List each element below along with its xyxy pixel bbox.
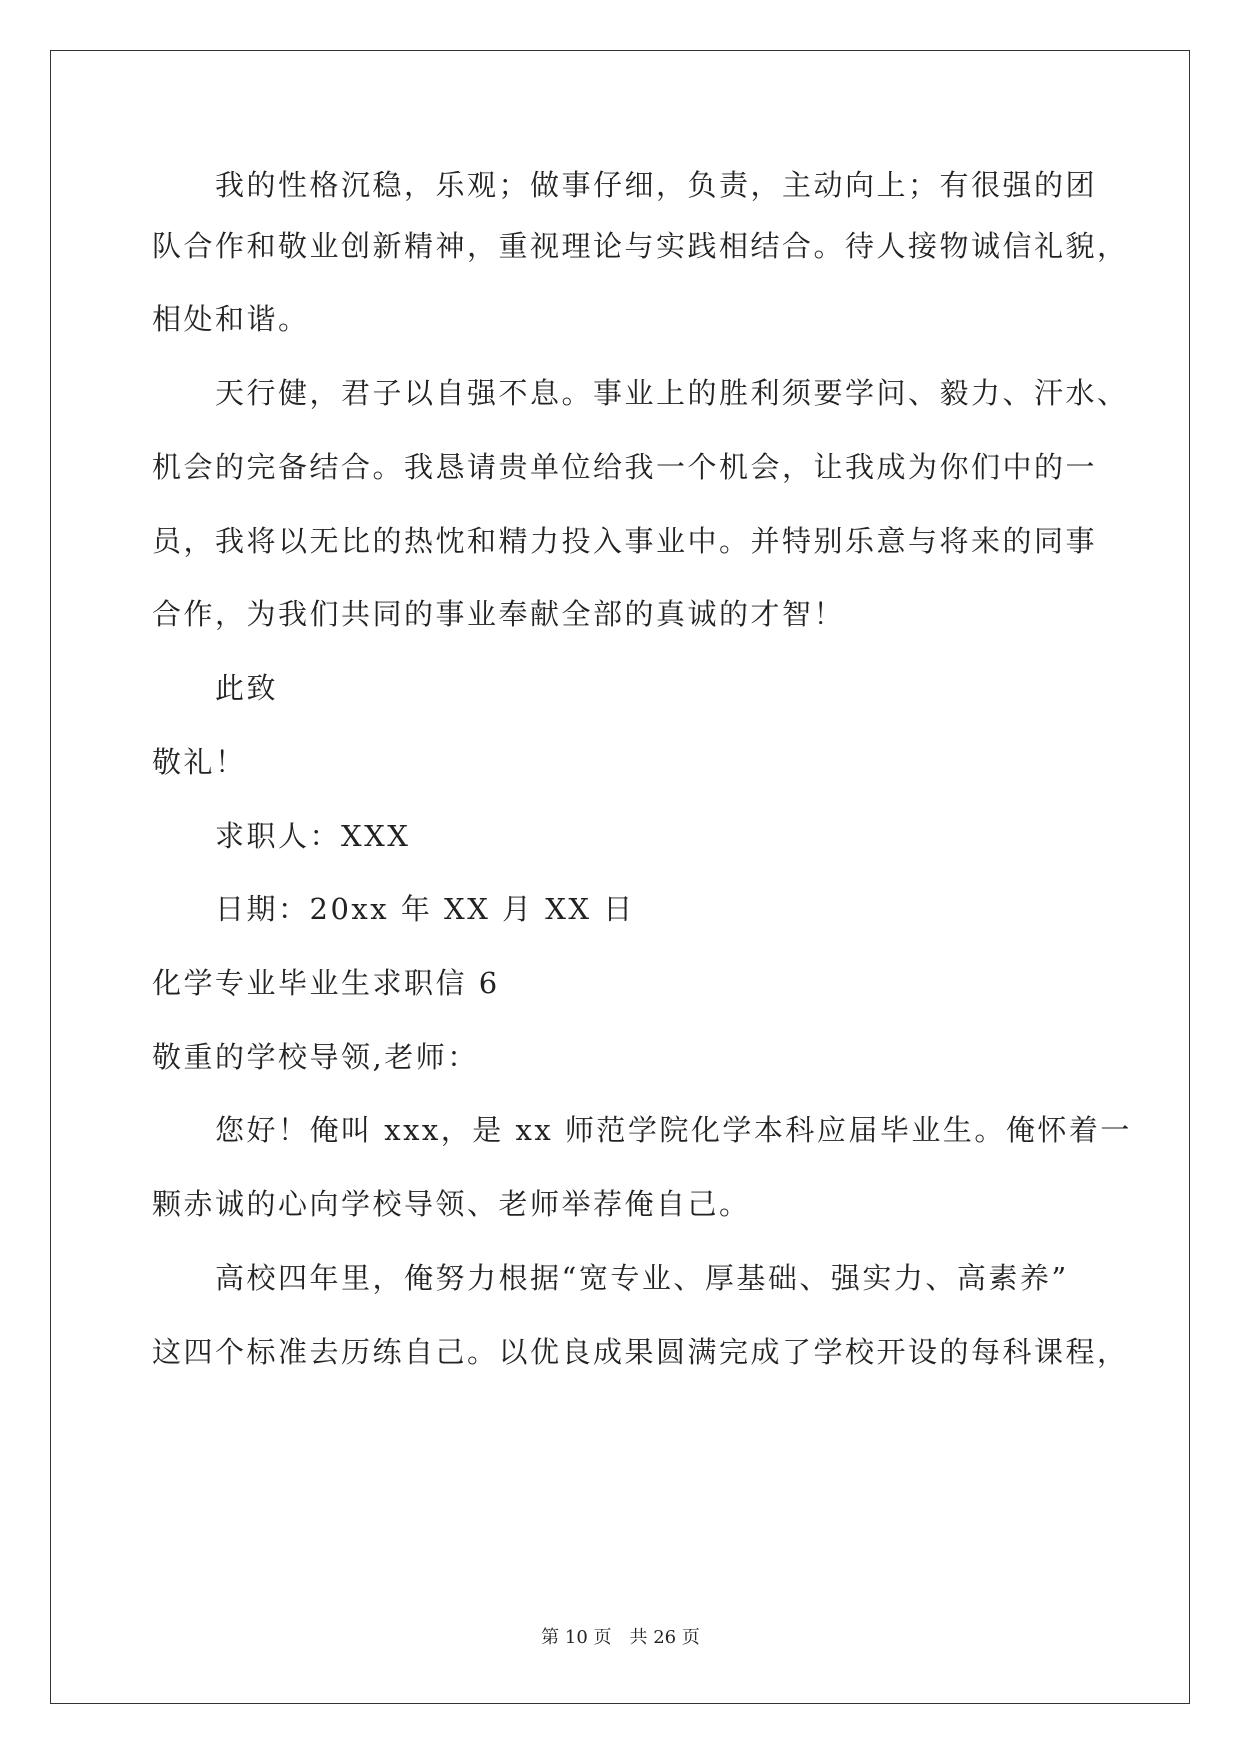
text-line: 颗赤诚的心向学校导领、老师举荐俺自己。 [152,1187,751,1221]
salutation-closing: 此致 [215,671,279,705]
salutation-respect: 敬礼！ [152,745,247,779]
text-line: 高校四年里，俺努力根据“宽专业、厚基础、强实力、高素养” [215,1261,1069,1295]
page-border [50,50,1190,1704]
text-line: 相处和谐。 [152,302,310,336]
greeting: 敬重的学校导领,老师： [152,1040,479,1074]
text-line: 您好！俺叫 xxx，是 xx 师范学院化学本科应届毕业生。俺怀着一 [215,1113,1132,1147]
text-line: 队合作和敬业创新精神，重视理论与实践相结合。待人接物诚信礼貌， [152,229,1129,263]
applicant-name: 求职人：XXX [215,819,411,853]
text-line: 员，我将以无比的热忱和精力投入事业中。并特别乐意与将来的同事 [152,524,1098,558]
text-line: 我的性格沉稳，乐观；做事仔细，负责，主动向上；有很强的团 [215,168,1098,202]
text-line: 机会的完备结合。我恳请贵单位给我一个机会，让我成为你们中的一 [152,450,1098,484]
text-line: 这四个标准去历练自己。以优良成果圆满完成了学校开设的每科课程， [152,1335,1129,1369]
letter-date: 日期：20xx 年 XX 月 XX 日 [215,892,635,926]
page-number: 第 10 页 共 26 页 [541,1627,700,1648]
section-title: 化学专业毕业生求职信 6 [152,966,500,1000]
text-line: 合作，为我们共同的事业奉献全部的真诚的才智！ [152,597,846,631]
text-line: 天行健，君子以自强不息。事业上的胜利须要学问、毅力、汗水、 [215,376,1129,410]
